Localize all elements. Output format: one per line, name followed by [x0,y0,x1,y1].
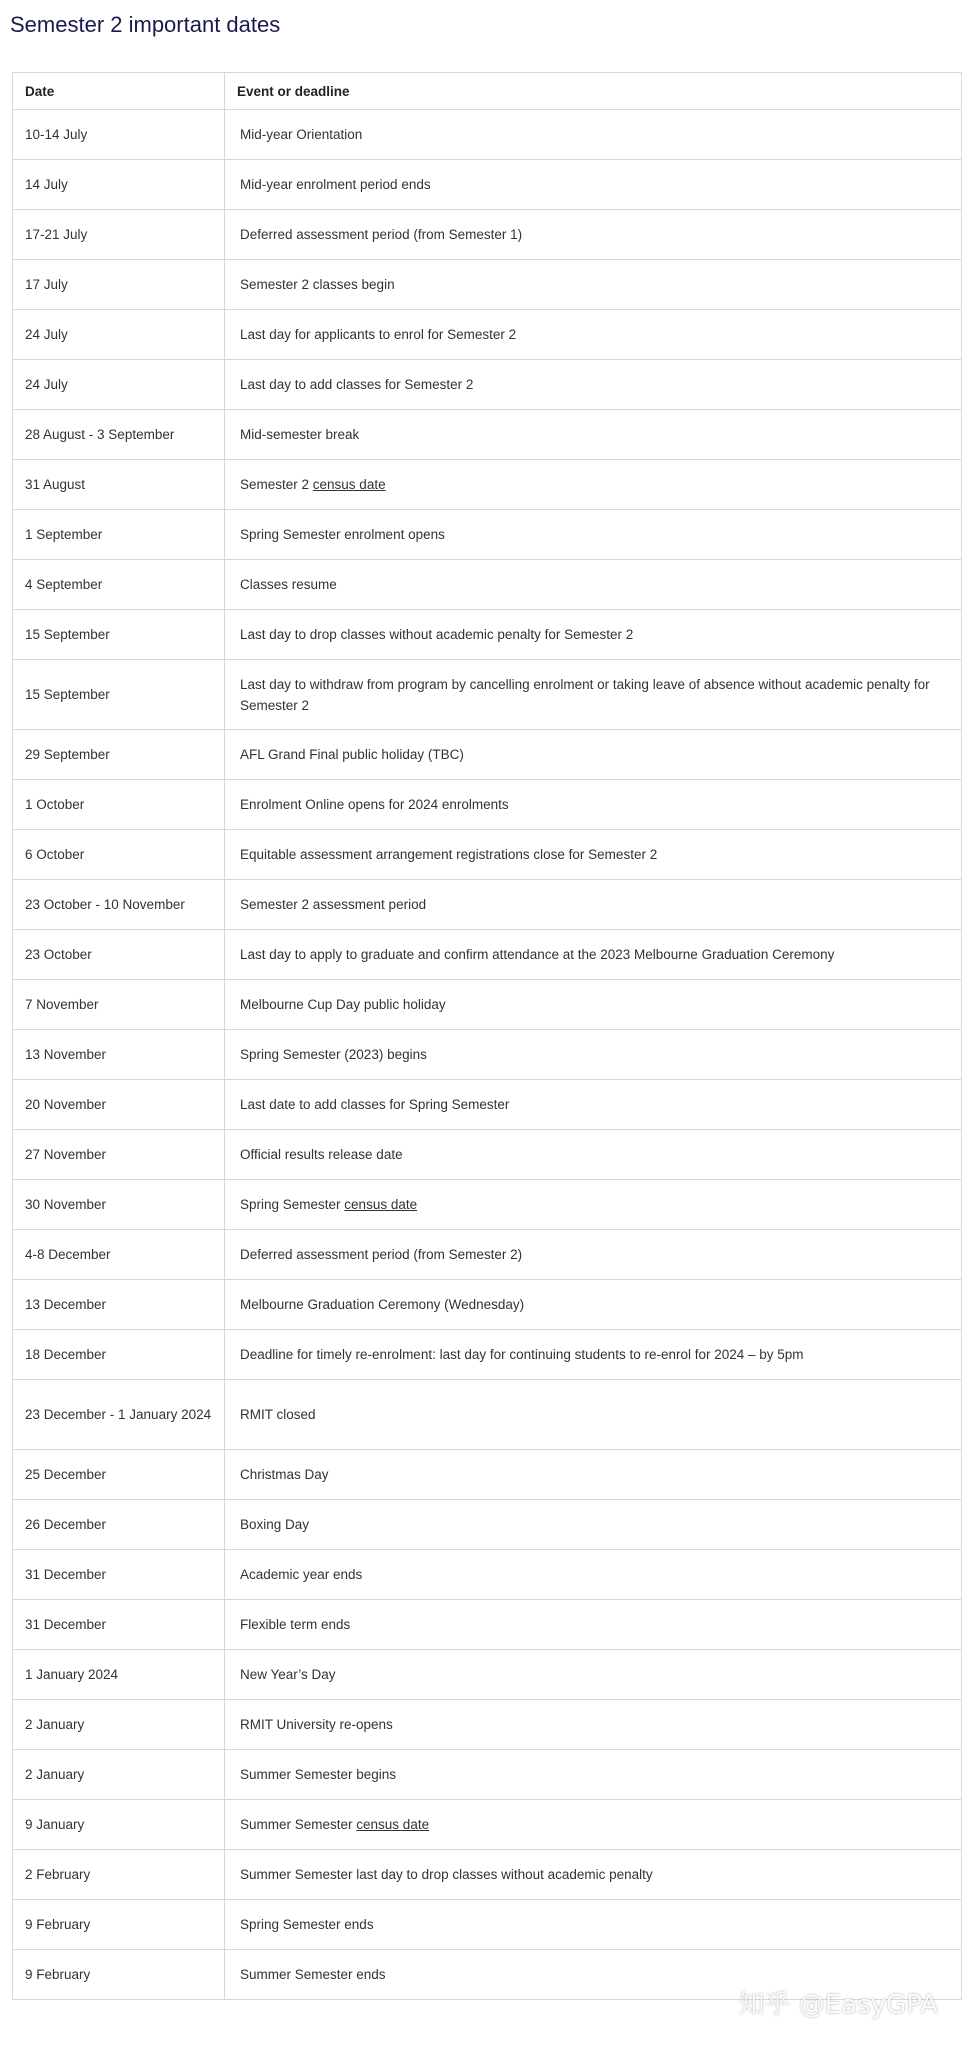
event-cell [225,460,962,510]
date-cell: 15 September [13,660,225,730]
event-cell: Mid-year Orientation [225,110,962,160]
event-cell [225,1180,962,1230]
table-row [13,980,962,1030]
date-cell: 17-21 July [13,210,225,260]
table-row [13,260,962,310]
event-cell: RMIT closed [225,1380,962,1450]
event-cell: Deferred assessment period (from Semester 1) [225,210,962,260]
event-cell: Melbourne Cup Day public holiday [225,980,962,1030]
date-cell: 24 July [13,310,225,360]
table-row [13,410,962,460]
event-cell [225,1800,962,1850]
table-row [13,1450,962,1500]
date-cell: 7 November [13,980,225,1030]
census-date-link[interactable]: census date [312,477,386,492]
date-cell: 15 September [13,610,225,660]
table-row [13,880,962,930]
table-row [13,460,962,510]
event-cell: Last day to apply to graduate and confirm attendance at the 2023 Melbourne Graduation Ceremony [225,930,962,980]
event-cell: Spring Semester enrolment opens [225,510,962,560]
event-cell: Last day for applicants to enrol for Semester 2 [225,310,962,360]
watermark: 知乎 @EasyGPA [738,1990,938,2020]
event-text: Summer Semester [240,1817,357,1832]
important-dates-table [12,72,962,2000]
table-row [13,160,962,210]
census-date-link[interactable]: census date [356,1817,430,1832]
table-row [13,1230,962,1280]
event-cell: Summer Semester begins [225,1750,962,1800]
event-cell: Summer Semester last day to drop classes without academic penalty [225,1850,962,1900]
event-cell: Semester 2 classes begin [225,260,962,310]
table-row [13,360,962,410]
event-text: Spring Semester [240,1197,345,1212]
event-cell: Last day to drop classes without academic penalty for Semester 2 [225,610,962,660]
table-row [13,730,962,780]
date-cell: 28 August - 3 September [13,410,225,460]
table-row [13,1700,962,1750]
table-row [13,210,962,260]
date-cell: 1 October [13,780,225,830]
event-cell: Academic year ends [225,1550,962,1600]
event-text: Semester 2 [240,477,313,492]
date-cell: 14 July [13,160,225,210]
date-column-header: Date [13,73,225,110]
table-row [13,1900,962,1950]
table-row [13,1800,962,1850]
date-cell: 23 December - 1 January 2024 [13,1380,225,1450]
table-row [13,310,962,360]
table-row [13,1550,962,1600]
date-cell: 10-14 July [13,110,225,160]
date-cell: 9 February [13,1900,225,1950]
event-cell: Flexible term ends [225,1600,962,1650]
date-cell: 2 January [13,1700,225,1750]
table-row [13,1500,962,1550]
event-cell: Mid-semester break [225,410,962,460]
date-cell: 2 January [13,1750,225,1800]
table-row [13,510,962,560]
table-row [13,610,962,660]
date-cell: 18 December [13,1330,225,1380]
table-row [13,1380,962,1450]
event-column-header: Event or deadline [225,73,962,110]
event-cell: RMIT University re-opens [225,1700,962,1750]
event-cell: Deadline for timely re-enrolment: last day for continuing students to re-enrol for 2024 – by 5pm [225,1330,962,1380]
table-row [13,1130,962,1180]
date-cell: 31 August [13,460,225,510]
date-cell: 23 October [13,930,225,980]
date-cell: 31 December [13,1550,225,1600]
date-cell: 27 November [13,1130,225,1180]
date-cell: 4-8 December [13,1230,225,1280]
table-row [13,660,962,730]
table-row [13,110,962,160]
event-cell: Last day to add classes for Semester 2 [225,360,962,410]
date-cell: 9 February [13,1950,225,2000]
date-cell: 9 January [13,1800,225,1850]
date-cell: 20 November [13,1080,225,1130]
date-cell: 31 December [13,1600,225,1650]
event-cell: Last date to add classes for Spring Semester [225,1080,962,1130]
date-cell: 25 December [13,1450,225,1500]
table-row [13,1030,962,1080]
event-cell: Spring Semester (2023) begins [225,1030,962,1080]
date-cell: 17 July [13,260,225,310]
table-row [13,560,962,610]
date-cell: 24 July [13,360,225,410]
table-row [13,1280,962,1330]
table-row [13,780,962,830]
page-title: Semester 2 important dates [10,12,281,37]
event-cell: Semester 2 assessment period [225,880,962,930]
event-cell: Official results release date [225,1130,962,1180]
table-row [13,1750,962,1800]
event-cell: Last day to withdraw from program by cancelling enrolment or taking leave of absence without academic penalty for Semester 2 [225,660,962,730]
event-cell: Summer Semester ends [225,1950,962,2000]
date-cell: 6 October [13,830,225,880]
event-cell: Enrolment Online opens for 2024 enrolments [225,780,962,830]
date-cell: 26 December [13,1500,225,1550]
event-cell: New Year’s Day [225,1650,962,1700]
date-cell: 23 October - 10 November [13,880,225,930]
event-cell: Melbourne Graduation Ceremony (Wednesday) [225,1280,962,1330]
date-cell: 29 September [13,730,225,780]
event-cell: Christmas Day [225,1450,962,1500]
table-row [13,1600,962,1650]
date-cell: 1 January 2024 [13,1650,225,1700]
event-cell: Spring Semester ends [225,1900,962,1950]
date-cell: 13 November [13,1030,225,1080]
date-cell: 2 February [13,1850,225,1900]
event-cell: AFL Grand Final public holiday (TBC) [225,730,962,780]
date-cell: 13 December [13,1280,225,1330]
table-row [13,1850,962,1900]
event-cell: Boxing Day [225,1500,962,1550]
census-date-link[interactable]: census date [344,1197,418,1212]
date-cell: 1 September [13,510,225,560]
event-cell: Equitable assessment arrangement registrations close for Semester 2 [225,830,962,880]
table-row [13,1080,962,1130]
event-cell: Mid-year enrolment period ends [225,160,962,210]
event-cell: Deferred assessment period (from Semester 2) [225,1230,962,1280]
table-row [13,1180,962,1230]
table-row [13,830,962,880]
table-header-row [13,73,962,110]
event-cell: Classes resume [225,560,962,610]
date-cell: 30 November [13,1180,225,1230]
date-cell: 4 September [13,560,225,610]
table-row [13,930,962,980]
table-row [13,1650,962,1700]
table-row [13,1330,962,1380]
